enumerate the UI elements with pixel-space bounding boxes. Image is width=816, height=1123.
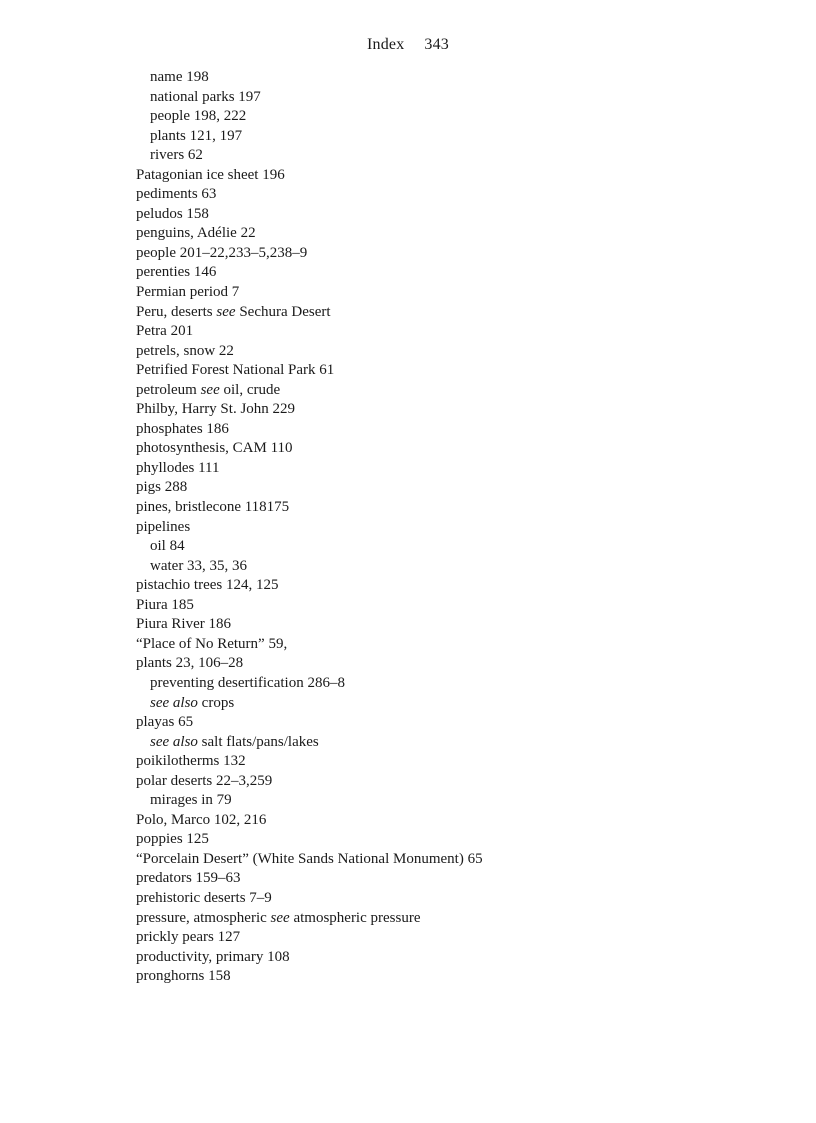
index-entry: [136, 889, 736, 909]
index-subentry: [136, 674, 736, 694]
index-entry: [136, 772, 736, 792]
index-subentry: [136, 537, 736, 557]
index-entry: [136, 830, 736, 850]
index-entry: [136, 596, 736, 616]
index-entry: [136, 283, 736, 303]
index-entry: [136, 303, 736, 323]
entry-text: oil 84: [150, 538, 185, 555]
entry-text: Petrified Forest National Park 61: [136, 362, 335, 379]
index-entry: [136, 518, 736, 538]
entry-text: penguins, Adélie 22: [136, 225, 256, 242]
index-entry: [136, 869, 736, 889]
index-entry: [136, 361, 736, 381]
entry-text: peludos 158: [136, 205, 209, 222]
index-subentry: [136, 791, 736, 811]
index-subentry: [136, 107, 736, 127]
index-entry: [136, 224, 736, 244]
index-subentry: [136, 733, 736, 753]
index-entry: [136, 948, 736, 968]
entry-text: productivity, primary 108: [136, 948, 290, 965]
index-entry: [136, 713, 736, 733]
entry-text: pistachio trees 124, 125: [136, 577, 279, 594]
entry-text: Piura River 186: [136, 616, 231, 633]
entry-text: “Place of No Return” 59,: [136, 635, 288, 652]
entry-text: poppies 125: [136, 831, 209, 848]
index-entry: [136, 615, 736, 635]
entry-text: Polo, Marco 102, 216: [136, 811, 267, 828]
entry-text: petrels, snow 22: [136, 342, 234, 359]
entry-text: Philby, Harry St. John 229: [136, 401, 296, 418]
index-entry: [136, 478, 736, 498]
entry-text: water 33, 35, 36: [150, 557, 248, 574]
index-entry: [136, 811, 736, 831]
entry-text: oil, crude: [219, 381, 281, 398]
entry-text: preventing desertification 286–8: [150, 674, 345, 691]
entry-text: predators 159–63: [136, 870, 241, 887]
index-subentry: [136, 127, 736, 147]
cross-reference-term: see: [270, 909, 290, 926]
entry-text: petroleum: [136, 381, 201, 398]
index-entry: [136, 439, 736, 459]
entry-text: Peru, deserts: [136, 303, 217, 320]
index-entry: [136, 459, 736, 479]
entry-text: playas 65: [136, 714, 194, 731]
index-subentry: [136, 694, 736, 714]
entry-text: mirages in 79: [150, 792, 232, 809]
index-entry: [136, 928, 736, 948]
index-entry: [136, 850, 736, 870]
entry-text: pines, bristlecone 118175: [136, 499, 290, 516]
index-entry: [136, 342, 736, 362]
entry-text: pipelines: [136, 518, 191, 535]
index-entry: [136, 322, 736, 342]
index-entry: [136, 381, 736, 401]
index-entry: [136, 185, 736, 205]
entry-text: pressure, atmospheric: [136, 909, 271, 926]
entry-text: name 198: [150, 69, 209, 85]
entry-text: salt flats/pans/lakes: [197, 733, 319, 750]
index-subentry: [136, 68, 736, 88]
entry-text: Permian period 7: [136, 284, 240, 301]
cross-reference-term: see also: [150, 694, 198, 711]
index-entry: [136, 244, 736, 264]
entry-text: prickly pears 127: [136, 929, 241, 946]
entry-text: photosynthesis, CAM 110: [136, 440, 293, 457]
index-subentry: [136, 88, 736, 108]
index-entry: [136, 400, 736, 420]
entry-text: Patagonian ice sheet 196: [136, 166, 285, 183]
entry-text: “Porcelain Desert” (White Sands National Monument) 65: [136, 850, 483, 867]
entry-text: Petra 201: [136, 323, 194, 340]
entry-text: rivers 62: [150, 147, 203, 164]
index-subentry: [136, 557, 736, 577]
index-entry: [136, 635, 736, 655]
cross-reference-term: see: [200, 381, 220, 398]
index-entry: [136, 967, 736, 987]
index-entry: [136, 576, 736, 596]
entry-text: polar deserts 22–3,259: [136, 772, 273, 789]
entry-text: plants 121, 197: [150, 127, 243, 144]
entry-text: people 201–22,233–5,238–9: [136, 244, 308, 261]
index-entry: [136, 420, 736, 440]
entry-text: phyllodes 111: [136, 459, 220, 476]
entry-text: pigs 288: [136, 479, 188, 496]
entry-text: Sechura Desert: [235, 303, 331, 320]
index-entry: [136, 498, 736, 518]
index-entries: [136, 68, 736, 987]
header-section-title: Index: [366, 36, 405, 53]
index-entry: [136, 909, 736, 929]
entry-text: prehistoric deserts 7–9: [136, 889, 272, 906]
entry-text: poikilotherms 132: [136, 753, 246, 770]
cross-reference-term: see: [216, 303, 236, 320]
entry-text: people 198, 222: [150, 108, 247, 125]
index-subentry: [136, 146, 736, 166]
entry-text: pediments 63: [136, 186, 217, 203]
index-entry: [136, 752, 736, 772]
entry-text: crops: [197, 694, 235, 711]
entry-text: atmospheric pressure: [289, 909, 421, 926]
index-entry: [136, 166, 736, 186]
entry-text: pronghorns 158: [136, 968, 231, 985]
entry-text: national parks 197: [150, 88, 261, 105]
entry-text: phosphates 186: [136, 420, 229, 437]
page-number: 343: [424, 36, 450, 53]
running-header: [0, 34, 816, 56]
entry-text: Piura 185: [136, 596, 194, 613]
entry-text: plants 23, 106–28: [136, 655, 244, 672]
entry-text: perenties 146: [136, 264, 217, 281]
cross-reference-term: see also: [150, 733, 198, 750]
index-entry: [136, 205, 736, 225]
index-entry: [136, 263, 736, 283]
index-entry: [136, 654, 736, 674]
